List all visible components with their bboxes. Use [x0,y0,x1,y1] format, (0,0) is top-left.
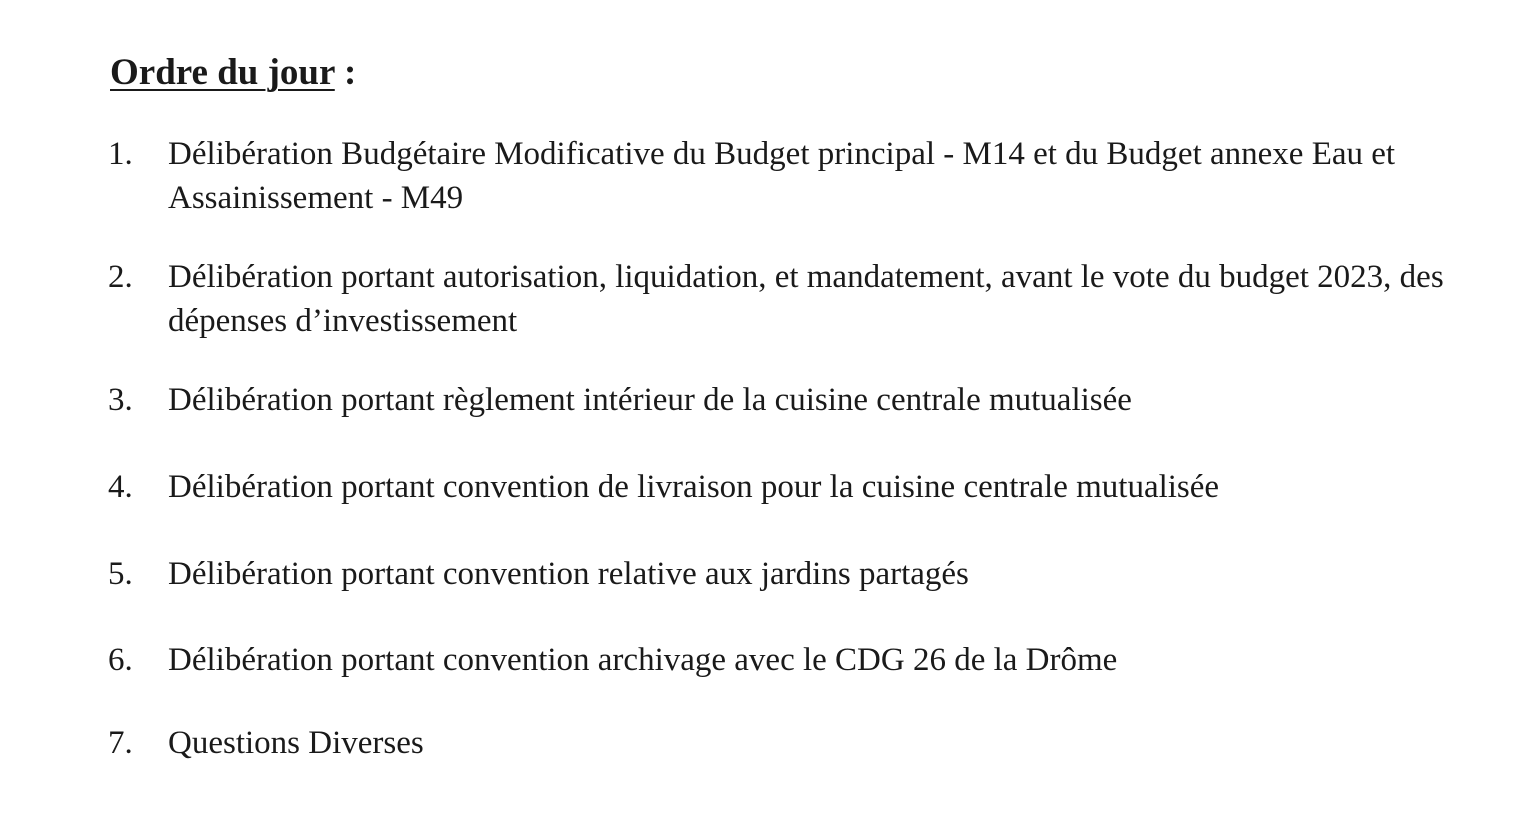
agenda-item-number: 3. [108,382,133,418]
agenda-heading-colon: : [334,52,357,93]
agenda-item-5 [108,552,1448,596]
agenda-item-text: Délibération portant convention de livraison pour la cuisine centrale mutualisée [168,469,1220,505]
agenda-item-number: 5. [108,556,133,592]
agenda-item-number: 1. [108,136,133,172]
agenda-heading [110,50,356,96]
agenda-item-text: Délibération portant règlement intérieur de la cuisine centrale mutualisée [168,382,1132,418]
agenda-item-number: 4. [108,469,133,505]
agenda-item-number: 2. [108,259,133,295]
agenda-item-2 [108,255,1448,343]
agenda-item-text: Délibération Budgétaire Modificative du Budget principal - M14 et du Budget annexe Eau et Assainissement - M49 [168,136,1396,216]
agenda-item-number: 6. [108,642,133,678]
agenda-item-text: Délibération portant autorisation, liquidation, et mandatement, avant le vote du budget 2023, des dépenses d’investissement [168,259,1444,339]
agenda-heading-title: Ordre du jour [110,52,335,93]
agenda-item-text: Délibération portant convention relative aux jardins partagés [168,556,969,592]
agenda-item-1 [108,132,1448,220]
agenda-item-4 [108,465,1448,509]
agenda-item-6 [108,638,1448,682]
agenda-item-number: 7. [108,725,133,761]
agenda-item-7 [108,721,1448,765]
agenda-item-text: Délibération portant convention archivage avec le CDG 26 de la Drôme [168,642,1118,678]
agenda-item-3 [108,378,1448,422]
agenda-item-text: Questions Diverses [168,725,424,761]
